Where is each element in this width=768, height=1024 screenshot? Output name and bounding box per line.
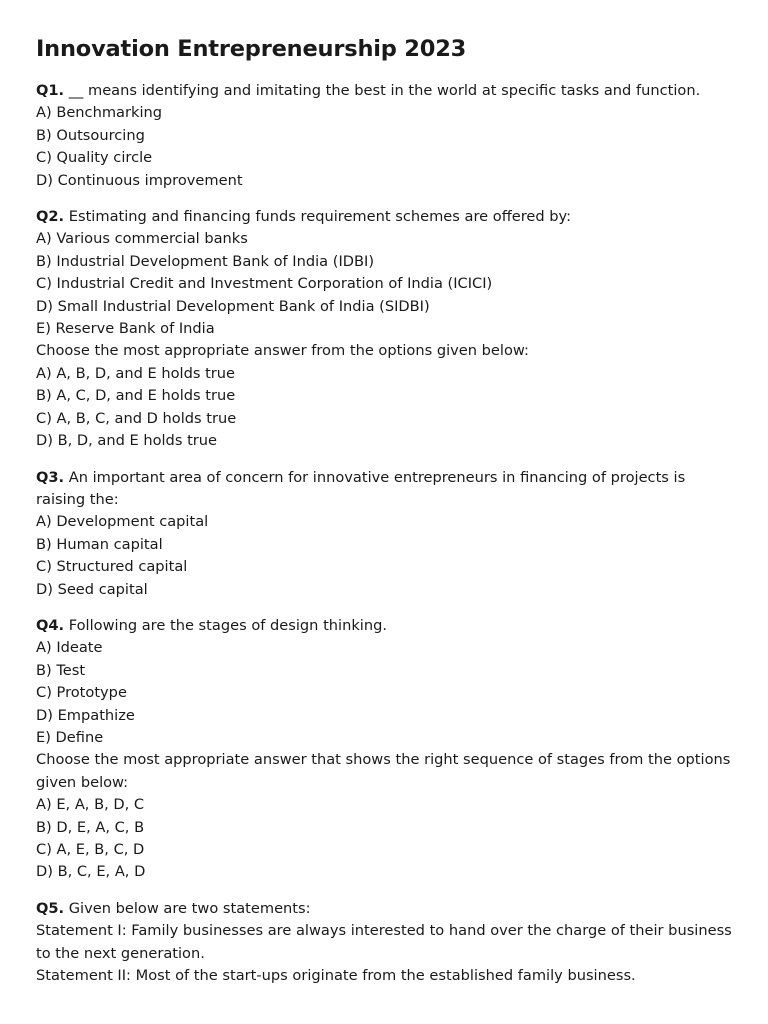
question-text: An important area of concern for innovative entrepreneurs in financing of projects is raising the: — [36, 468, 686, 508]
answer-choice: B) D, E, A, C, B — [36, 818, 145, 836]
option: B) Industrial Development Bank of India (IDBI) — [36, 252, 375, 270]
question-number: Q5. — [36, 899, 65, 917]
question-number: Q4. — [36, 616, 65, 634]
statement-1: Statement I: Family businesses are always interested to hand over the charge of their business to the next generation. — [36, 922, 732, 962]
question-stem — [36, 898, 732, 920]
option: B) Outsourcing — [36, 126, 145, 144]
question-3 — [36, 467, 732, 601]
question-text: __ means identifying and imitating the best in the world at specific tasks and function. — [68, 82, 701, 99]
question-text: Estimating and financing funds requirement schemes are offered by: — [68, 208, 572, 226]
option: D) Small Industrial Development Bank of India (SIDBI) — [36, 297, 430, 315]
question-2 — [36, 206, 732, 452]
question-number: Q2. — [36, 208, 65, 226]
option: E) Reserve Bank of India — [36, 320, 215, 338]
question-1 — [36, 80, 732, 192]
question-number: Q1. — [36, 82, 65, 99]
answer-choice: C) A, E, B, C, D — [36, 841, 145, 858]
question-stem — [36, 206, 732, 228]
option: C) Prototype — [36, 684, 127, 702]
statement-2: Statement II: Most of the start-ups originate from the established family business. — [36, 967, 636, 985]
option: D) Empathize — [36, 706, 135, 724]
option: B) Test — [36, 661, 86, 679]
answer-choice: B) A, C, D, and E holds true — [36, 387, 236, 405]
document-title: Innovation Entrepreneurship 2023 — [36, 36, 467, 62]
option: C) Structured capital — [36, 558, 188, 576]
instruction-text: Choose the most appropriate answer that shows the right sequence of stages from the options given below: — [36, 751, 731, 791]
option: A) Ideate — [36, 639, 103, 657]
question-stem — [36, 615, 732, 637]
answer-choice: A) E, A, B, D, C — [36, 796, 145, 814]
option: B) Human capital — [36, 535, 163, 553]
option: A) Benchmarking — [36, 104, 163, 122]
question-text: Following are the stages of design thinking. — [68, 616, 388, 634]
option: A) Development capital — [36, 513, 209, 531]
question-stem — [36, 467, 732, 512]
question-text: Given below are two statements: — [68, 899, 311, 917]
option: D) Continuous improvement — [36, 171, 243, 189]
answer-choice: D) B, D, and E holds true — [36, 432, 218, 450]
option: A) Various commercial banks — [36, 230, 248, 248]
answer-choice: C) A, B, C, and D holds true — [36, 409, 237, 427]
option: E) Define — [36, 728, 104, 746]
option: D) Seed capital — [36, 580, 148, 598]
answer-choice: A) A, B, D, and E holds true — [36, 364, 236, 382]
option: C) Quality circle — [36, 149, 153, 167]
instruction-text: Choose the most appropriate answer from the options given below: — [36, 342, 529, 360]
question-5 — [36, 898, 732, 988]
question-4 — [36, 615, 732, 884]
question-number: Q3. — [36, 468, 65, 486]
question-stem — [36, 80, 732, 102]
answer-choice: D) B, C, E, A, D — [36, 863, 146, 881]
option: C) Industrial Credit and Investment Corporation of India (ICICI) — [36, 275, 493, 293]
